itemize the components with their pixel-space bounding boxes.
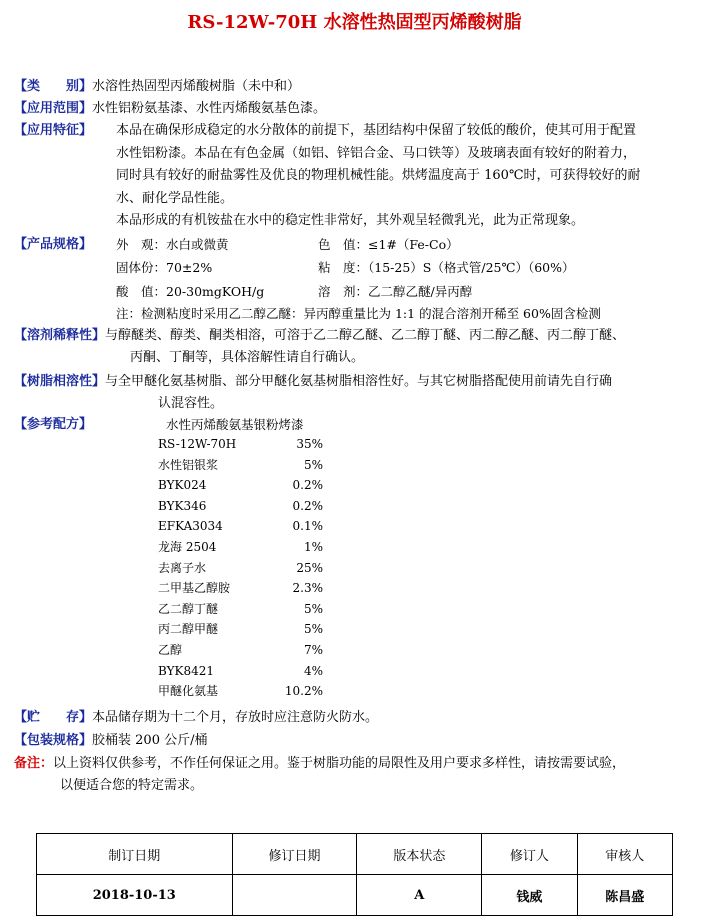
approver: 陈昌盛 xyxy=(577,875,672,916)
storage-text: 本品储存期为十二个月，存放时应注意防火防水。 xyxy=(92,710,379,725)
version: A xyxy=(357,875,482,916)
storage-row xyxy=(14,707,378,729)
specs-label: 【产品规格】 xyxy=(14,237,93,252)
formula-row: BYK8421 4% xyxy=(158,663,323,678)
dilution-row xyxy=(14,325,625,347)
formula-row: EFKA3034 0.1% xyxy=(158,519,323,534)
application-text: 水性铝粉氨基漆、水性丙烯酸氨基色漆。 xyxy=(92,101,327,116)
category-text: 水溶性热固型丙烯酸树脂（未中和） xyxy=(92,79,301,94)
dilution-line: 与醇醚类、醇类、酮类相溶，可溶于乙二醇乙醚、乙二醇丁醚、丙二醇乙醚、丙二醇丁醚、 xyxy=(105,328,626,343)
formula-row: 去离子水 25% xyxy=(158,560,323,575)
compat-line: 认混容性。 xyxy=(158,396,224,411)
formula-label: 【参考配方】 xyxy=(14,417,93,432)
features-line: 同时具有较好的耐盐雾性及优良的物理机械性能。烘烤温度高于 160℃时，可获得较好的耐 xyxy=(116,168,641,183)
packaging-text: 胶桶装 200 公斤/桶 xyxy=(92,733,208,748)
formula-row: RS-12W-70H 35% xyxy=(158,437,323,451)
remark-line: 以便适合您的特定需求。 xyxy=(60,778,204,793)
spec-appearance: 外 观：水白或微黄 xyxy=(116,237,229,252)
remark-line: 以上资料仅供参考，不作任何保证之用。鉴于树脂功能的局限性及用户要求多样性，请按需要试验， xyxy=(53,756,626,771)
spec-solids: 固体份：70±2% xyxy=(116,260,213,275)
formula-row: BYK024 0.2% xyxy=(158,478,323,493)
storage-label: 【贮 存】 xyxy=(14,710,93,725)
formula-row: 丙二醇甲醚 5% xyxy=(158,622,323,637)
features-line: 水性铝粉漆。本品在有色金属（如铝、锌铝合金、马口铁等）及玻璃表面有较好的附着力， xyxy=(116,145,637,161)
document-title: RS-12W-70H 水溶性热固型丙烯酸树脂 xyxy=(187,12,522,33)
category-label: 【类 别】 xyxy=(14,79,93,94)
formula-heading: 水性丙烯酸氨基银粉烤漆 xyxy=(166,417,304,432)
formula-row: 水性铝银浆 5% xyxy=(158,457,323,472)
revision-table xyxy=(36,833,673,916)
spec-acid-value: 酸 值：20-30mgKOH/g xyxy=(116,284,265,299)
formula-table xyxy=(158,434,323,702)
created-date: 2018-10-13 xyxy=(37,875,233,916)
revised-date xyxy=(232,875,357,916)
revision-header-row xyxy=(37,834,673,875)
features-line: 本品形成的有机铵盐在水中的稳定性非常好，其外观呈轻微乳光，此为正常现象。 xyxy=(116,213,585,228)
header-version: 版本状态 xyxy=(357,834,482,875)
formula-row: 乙醇 7% xyxy=(158,642,323,657)
features-line: 水、耐化学品性能。 xyxy=(116,190,234,206)
formula-row: BYK346 0.2% xyxy=(158,498,323,513)
features-line: 本品在确保形成稳定的水分散体的前提下，基团结构中保留了较低的酸价，使其可用于配置 xyxy=(116,123,637,138)
formula-label-row xyxy=(14,414,92,436)
category-row xyxy=(14,76,300,98)
formula-row: 龙海 2504 1% xyxy=(158,539,323,554)
formula-row: 二甲基乙醇胺 2.3% xyxy=(158,581,323,596)
header-created-date: 制订日期 xyxy=(37,834,233,875)
spec-solvent: 溶 剂：乙二醇乙醚/异丙醇 xyxy=(318,284,473,299)
features-label: 【应用特征】 xyxy=(14,123,93,138)
compat-line: 与全甲醚化氨基树脂、部分甲醚化氨基树脂相溶性好。与其它树脂搭配使用前请先自行确 xyxy=(105,374,613,389)
header-approver: 审核人 xyxy=(577,834,672,875)
packaging-row xyxy=(14,730,207,752)
spec-color: 色 值：≤1#（Fe-Co） xyxy=(318,237,459,252)
compat-label: 【树脂相溶性】 xyxy=(14,374,106,389)
dilution-line: 丙酮、丁酮等，具体溶解性请自行确认。 xyxy=(130,350,365,365)
reviser: 钱威 xyxy=(482,875,577,916)
header-reviser: 修订人 xyxy=(482,834,577,875)
remark-row xyxy=(14,753,625,775)
header-revised-date: 修订日期 xyxy=(232,834,357,875)
formula-row: 乙二醇丁醚 5% xyxy=(158,601,323,616)
remark-label: 备注： xyxy=(14,756,54,771)
compat-row xyxy=(14,371,612,393)
spec-note: 注：检测粘度时采用乙二醇乙醚：异丙醇重量比为 1:1 的混合溶剂开稀至 60%固含检测 xyxy=(116,306,601,321)
application-label: 【应用范围】 xyxy=(14,101,93,116)
features-content xyxy=(116,120,641,233)
formula-row: 甲醚化氨基 10.2% xyxy=(158,684,323,699)
application-row xyxy=(14,98,326,120)
packaging-label: 【包装规格】 xyxy=(14,733,93,748)
spec-viscosity: 粘 度：（15-25）S（格式管/25℃）（60%） xyxy=(318,260,575,275)
revision-value-row xyxy=(37,875,673,916)
specs-label-row xyxy=(14,234,92,256)
features-label-row xyxy=(14,120,92,142)
dilution-label: 【溶剂稀释性】 xyxy=(14,328,106,343)
